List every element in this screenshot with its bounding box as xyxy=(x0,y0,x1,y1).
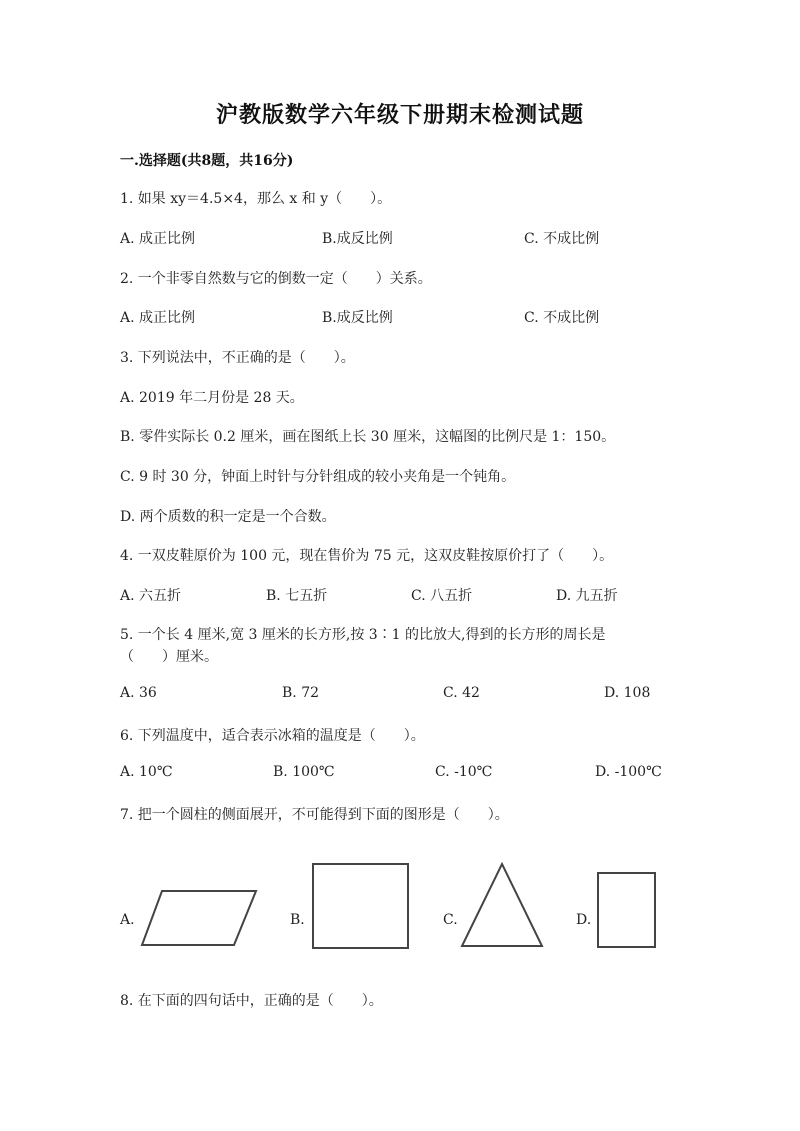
parallelogram-figure xyxy=(140,888,260,948)
page-title: 沪教版数学六年级下册期末检测试题 xyxy=(215,102,584,128)
question-3-option-a: A. 2019 年二月份是 28 天。 xyxy=(120,390,304,406)
question-2-option-a: A. 成正比例 xyxy=(120,310,196,326)
section-heading: 一.选择题(共8题，共16分) xyxy=(120,153,294,169)
question-4-option-c: C. 八五折 xyxy=(411,588,473,604)
question-2-option-c: C. 不成比例 xyxy=(524,310,600,326)
triangle-figure xyxy=(460,862,544,950)
question-6-option-a: A. 10℃ xyxy=(120,764,173,780)
question-1-option-a: A. 成正比例 xyxy=(120,231,196,247)
question-3-option-c: C. 9 时 30 分，钟面上时针与分针组成的较小夹角是一个钝角。 xyxy=(120,469,516,485)
question-5-stem-continued: （ ）厘米。 xyxy=(120,649,218,665)
question-2-option-b: B.成反比例 xyxy=(322,310,393,326)
question-1-stem: 1. 如果 xy＝4.5×4，那么 x 和 y（ ）。 xyxy=(120,191,392,207)
question-7-option-c: C. xyxy=(443,912,458,928)
question-5-stem: 5. 一个长 4 厘米,宽 3 厘米的长方形,按 3∶1 的比放大,得到的长方形的周长是 xyxy=(120,627,606,643)
question-7-stem: 7. 把一个圆柱的侧面展开，不可能得到下面的图形是（ ）。 xyxy=(120,807,509,823)
question-7-option-d: D. xyxy=(576,912,592,928)
square-figure xyxy=(311,862,411,950)
question-4-option-a: A. 六五折 xyxy=(120,588,182,604)
question-2-stem: 2. 一个非零自然数与它的倒数一定（ ）关系。 xyxy=(120,271,432,287)
question-6-option-c: C. -10℃ xyxy=(435,764,493,780)
question-3-stem: 3. 下列说法中，不正确的是（ ）。 xyxy=(120,350,355,366)
question-1-option-b: B.成反比例 xyxy=(322,231,393,247)
rectangle-figure xyxy=(596,871,658,949)
question-6-stem: 6. 下列温度中，适合表示冰箱的温度是（ ）。 xyxy=(120,728,425,744)
question-4-stem: 4. 一双皮鞋原价为 100 元，现在售价为 75 元，这双皮鞋按原价打了（ ）。 xyxy=(120,548,614,564)
question-4-option-b: B. 七五折 xyxy=(266,588,328,604)
question-6-option-d: D. -100℃ xyxy=(595,764,662,780)
question-6-option-b: B. 100℃ xyxy=(273,764,335,780)
question-1-option-c: C. 不成比例 xyxy=(524,231,600,247)
question-8-stem: 8. 在下面的四句话中，正确的是（ ）。 xyxy=(120,993,383,1009)
question-5-option-a: A. 36 xyxy=(120,685,157,701)
question-5-option-d: D. 108 xyxy=(604,685,651,701)
question-5-option-b: B. 72 xyxy=(282,685,320,701)
question-4-option-d: D. 九五折 xyxy=(556,588,618,604)
question-7-option-b: B. xyxy=(290,912,305,928)
question-3-option-d: D. 两个质数的积一定是一个合数。 xyxy=(120,509,336,525)
question-5-option-c: C. 42 xyxy=(443,685,480,701)
question-3-option-b: B. 零件实际长 0.2 厘米，画在图纸上长 30 厘米，这幅图的比例尺是 1：150。 xyxy=(120,429,616,445)
question-7-option-a: A. xyxy=(120,912,135,928)
